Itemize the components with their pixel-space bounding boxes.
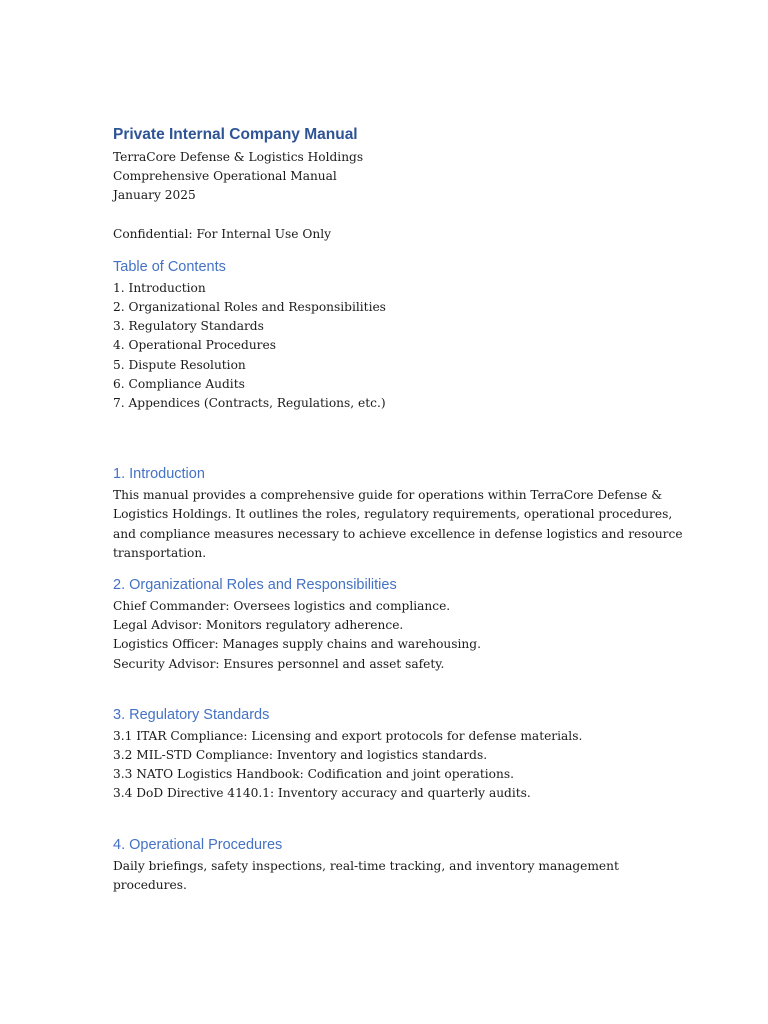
paragraph-line: and compliance measures necessary to achieve excellence in defense logistics and resource	[113, 526, 683, 541]
paragraph-line: This manual provides a comprehensive guide for operations within TerraCore Defense &	[113, 488, 663, 503]
section-heading-procedures: 4. Operational Procedures	[113, 836, 283, 853]
standards-list	[113, 727, 673, 804]
standard-item: 3.1 ITAR Compliance: Licensing and export protocols for defense materials.	[113, 728, 583, 743]
introduction-paragraph	[113, 486, 683, 563]
role-item: Legal Advisor: Monitors regulatory adherence.	[113, 618, 404, 633]
role-item: Security Advisor: Ensures personnel and asset safety.	[113, 656, 445, 671]
section-heading-standards: 3. Regulatory Standards	[113, 706, 270, 723]
toc-item: 1. Introduction	[113, 280, 206, 295]
standard-item: 3.3 NATO Logistics Handbook: Codification and joint operations.	[113, 767, 514, 782]
roles-list	[113, 597, 673, 674]
confidential-notice: Confidential: For Internal Use Only	[113, 226, 331, 241]
document-date: January 2025	[113, 188, 196, 203]
standard-item: 3.4 DoD Directive 4140.1: Inventory accuracy and quarterly audits.	[113, 786, 531, 801]
paragraph-line: transportation.	[113, 545, 207, 560]
paragraph-line: procedures.	[113, 877, 187, 892]
toc-item: 6. Compliance Audits	[113, 376, 245, 391]
standard-item: 3.2 MIL-STD Compliance: Inventory and logistics standards.	[113, 748, 488, 763]
paragraph-line: Daily briefings, safety inspections, real-time tracking, and inventory management	[113, 858, 619, 873]
paragraph-line: Logistics Holdings. It outlines the roles, regulatory requirements, operational procedures,	[113, 507, 673, 522]
document-title: Private Internal Company Manual	[113, 126, 358, 143]
role-item: Logistics Officer: Manages supply chains and warehousing.	[113, 637, 481, 652]
toc-heading: Table of Contents	[113, 258, 226, 275]
document-page	[113, 124, 683, 895]
procedures-paragraph	[113, 857, 673, 895]
toc-item: 3. Regulatory Standards	[113, 319, 264, 334]
company-name: TerraCore Defense & Logistics Holdings	[113, 150, 364, 164]
toc-item: 5. Dispute Resolution	[113, 357, 246, 372]
document-subtitle: Comprehensive Operational Manual	[113, 169, 337, 184]
toc-item: 4. Operational Procedures	[113, 338, 276, 353]
role-item: Chief Commander: Oversees logistics and compliance.	[113, 599, 451, 614]
toc-list	[113, 279, 673, 413]
section-heading-introduction: 1. Introduction	[113, 466, 205, 483]
toc-item: 2. Organizational Roles and Responsibilities	[113, 300, 386, 315]
section-heading-roles: 2. Organizational Roles and Responsibilities	[113, 577, 397, 594]
toc-item: 7. Appendices (Contracts, Regulations, etc.)	[113, 396, 386, 411]
